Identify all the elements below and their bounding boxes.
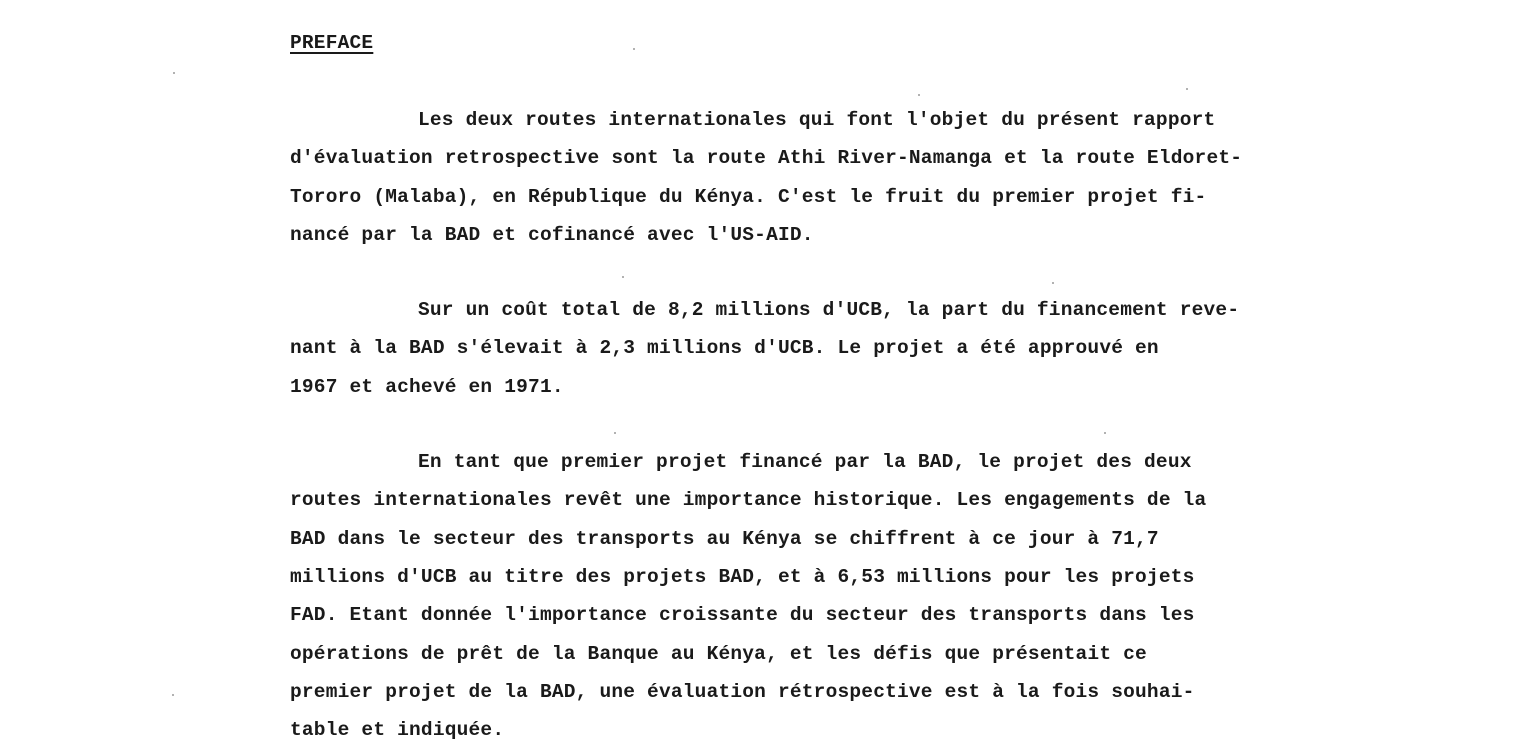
- scan-speck: [918, 94, 920, 96]
- paragraph-line: opérations de prêt de la Banque au Kénya, et les défis que présentait ce: [290, 642, 1147, 665]
- paragraph-line: routes internationales revêt une importance historique. Les engagements de la: [290, 489, 1207, 512]
- paragraph-line: d'évaluation retrospective sont la route Athi River-Namanga et la route Eldoret-: [290, 147, 1243, 170]
- scan-speck: [173, 72, 175, 74]
- scan-speck: [1052, 282, 1054, 284]
- document-body: [290, 30, 1320, 749]
- paragraph-line: BAD dans le secteur des transports au Kénya se chiffrent à ce jour à 71,7: [290, 527, 1159, 550]
- scan-speck: [614, 432, 616, 434]
- paragraph-line: En tant que premier projet financé par la BAD, le projet des deux: [418, 451, 1192, 474]
- paragraph-line: table et indiquée.: [290, 719, 505, 742]
- scan-speck: [1104, 432, 1106, 434]
- paragraph-2: [290, 291, 1320, 406]
- scan-speck: [172, 694, 174, 696]
- paragraph-line: nant à la BAD s'élevait à 2,3 millions d'UCB. Le projet a été approuvé en: [290, 337, 1159, 360]
- paragraph-3: [290, 443, 1320, 749]
- scan-speck: [1186, 88, 1188, 90]
- scan-speck: [633, 48, 635, 50]
- paragraph-line: premier projet de la BAD, une évaluation rétrospective est à la fois souhai-: [290, 680, 1195, 703]
- paragraph-line: nancé par la BAD et cofinancé avec l'US-AID.: [290, 223, 814, 246]
- preface-heading: PREFACE: [290, 32, 374, 54]
- paragraph-line: millions d'UCB au titre des projets BAD, et à 6,53 millions pour les projets: [290, 565, 1195, 588]
- paragraph-line: FAD. Etant donnée l'importance croissante du secteur des transports dans les: [290, 604, 1195, 627]
- paragraph-line: Sur un coût total de 8,2 millions d'UCB, la part du financement reve-: [418, 299, 1240, 322]
- scan-speck: [622, 276, 624, 278]
- paragraph-1: [290, 101, 1320, 254]
- paragraph-line: 1967 et achevé en 1971.: [290, 375, 564, 398]
- paragraph-line: Tororo (Malaba), en République du Kénya. C'est le fruit du premier projet fi-: [290, 185, 1207, 208]
- paragraph-line: Les deux routes internationales qui font l'objet du présent rapport: [418, 109, 1216, 131]
